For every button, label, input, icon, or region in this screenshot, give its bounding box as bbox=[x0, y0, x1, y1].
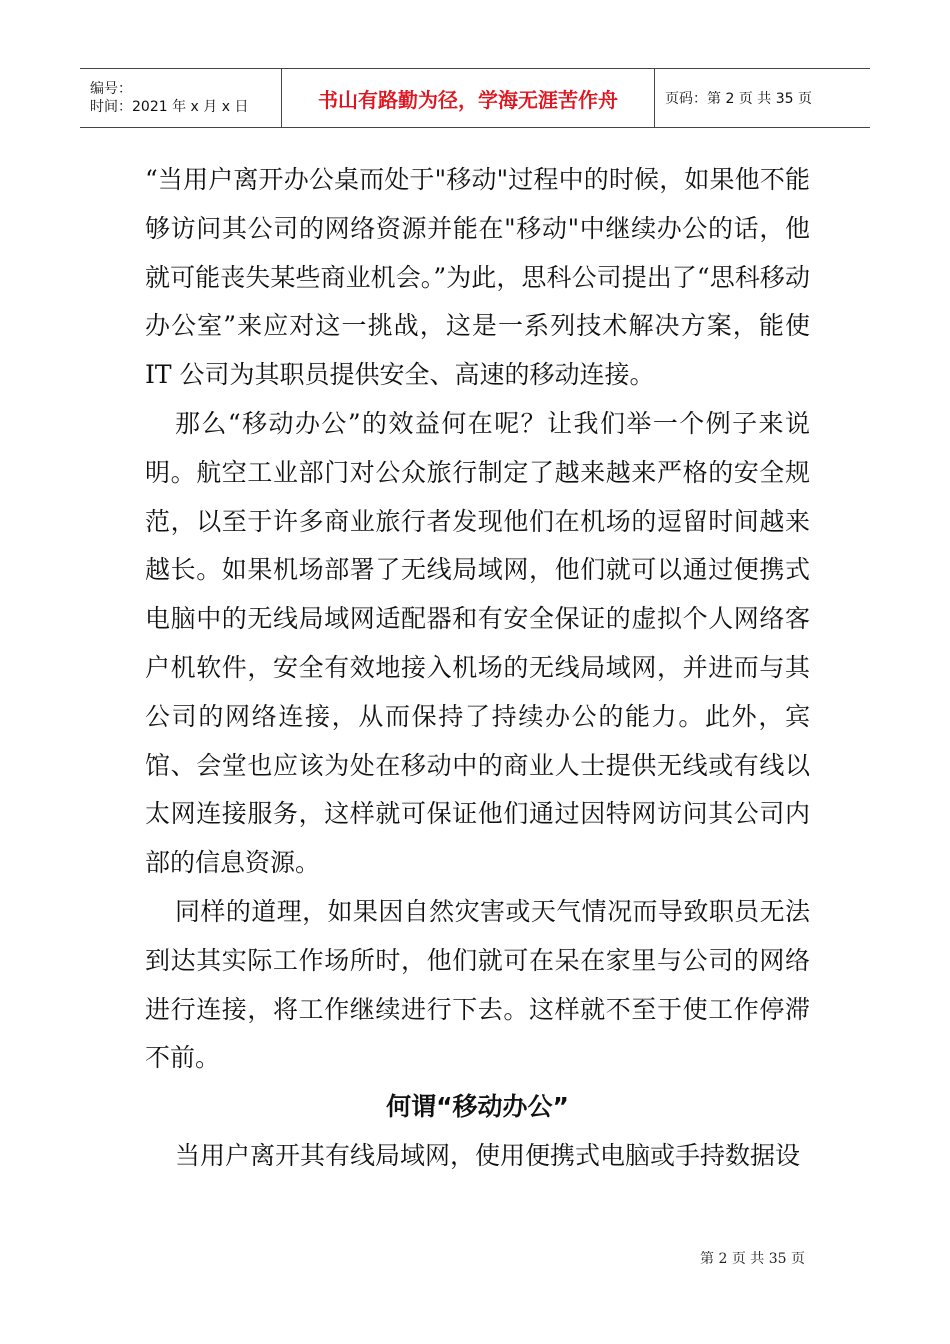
header-page-cell bbox=[655, 69, 870, 127]
paragraph-4: 当用户离开其有线局域网，使用便携式电脑或手持数据设 bbox=[175, 1140, 801, 1170]
header-number-label: 编号： bbox=[90, 81, 132, 97]
section-heading: 何谓“移动办公” bbox=[386, 1092, 569, 1122]
paragraph-3: 同样的道理，如果因自然灾害或天气情况而导致职员无法到达其实际工作场所时，他们就可在呆在家里与公司的网络进行连接，将工作继续进行下去。这样就不至于使工作停滞不前。 bbox=[145, 896, 810, 1073]
header-page-info: 页码：第 2 页 共 35 页 bbox=[665, 91, 812, 107]
header-motto-cell bbox=[282, 69, 655, 127]
document-body bbox=[145, 156, 810, 1181]
header-left-cell bbox=[80, 69, 282, 127]
paragraph-1: “当用户离开办公桌而处于"移动"过程中的时候，如果他不能够访问其公司的网络资源并能在"移动"中继续办公的话，他就可能丧失某些商业机会。”为此，思科公司提出了“思科移动办公室”来应对这一挑战，这是一系列技术解决方案，能使 IT 公司为其职员提供安全、高速的移动连接。 bbox=[145, 165, 810, 390]
header-time-label: 时间：2021 年 x 月 x 日 bbox=[90, 99, 249, 115]
header-table bbox=[80, 68, 870, 128]
header-motto: 书山有路勤为径，学海无涯苦作舟 bbox=[318, 87, 618, 112]
page-footer: 第 2 页 共 35 页 bbox=[700, 1251, 805, 1267]
paragraph-2: 那么“移动办公”的效益何在呢？让我们举一个例子来说明。航空工业部门对公众旅行制定了越来越来严格的安全规范，以至于许多商业旅行者发现他们在机场的逗留时间越来越长。如果机场部署了无线局域网，他们就可以通过便携式电脑中的无线局域网适配器和有安全保证的虚拟个人网络客户机软件，安全有效地接入机场的无线局域网，并进而与其公司的网络连接，从而保持了持续办公的能力。此外，宾馆、会堂也应该为处在移动中的商业人士提供无线或有线以太网连接服务，这样就可保证他们通过因特网访问其公司内部的信息资源。 bbox=[145, 408, 810, 878]
